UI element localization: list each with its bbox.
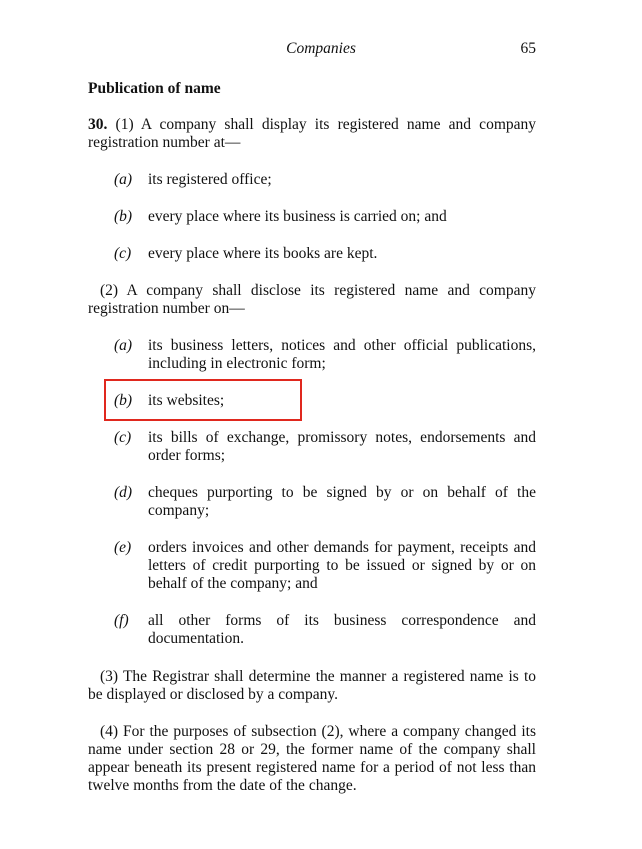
highlight-box [104,379,302,421]
item-text: its business letters, notices and other official publications, including in electronic form; [148,337,536,372]
subsection-2-item-c [114,429,536,465]
subsection-1-intro [88,116,536,152]
subsection-4-text: (4) For the purposes of subsection (2), where a company changed its name under section 28 or 29, the former name of the company shall appear beneath its present registered name for a period of not less than twelve months from the date of the change. [88,723,536,794]
subsection-2-item-d [114,484,536,520]
item-text: its bills of exchange, promissory notes, endorsements and order forms; [148,429,536,464]
subsection-2-item-f [114,612,536,648]
subsection-1-item-b [114,208,536,226]
subsection-2-item-a [114,337,536,373]
item-label: (f) [114,612,129,629]
item-text: every place where its books are kept. [148,245,378,262]
subsection-3 [88,668,536,704]
item-text: its registered office; [148,171,272,188]
item-label: (e) [114,539,132,556]
item-text: every place where its business is carried on; and [148,208,447,225]
item-label: (a) [114,337,133,354]
item-text: all other forms of its business correspondence and documentation. [148,612,536,647]
item-label: (c) [114,245,132,262]
item-text: its websites; [148,392,225,409]
subsection-3-text: (3) The Registrar shall determine the manner a registered name is to be displayed or disclosed by a company. [88,668,536,703]
subsection-4 [88,723,536,795]
item-label: (d) [114,484,133,501]
item-label: (c) [114,429,132,446]
subsection-2-item-e [114,539,536,593]
item-label: (b) [114,392,133,409]
item-label: (a) [114,171,133,188]
running-header-title: Companies [286,40,356,57]
subsection-1-item-a [114,171,536,189]
item-text: cheques purporting to be signed by or on behalf of the company; [148,484,536,519]
subsection-1-text: (1) A company shall display its registered name and company registration number at— [88,116,536,151]
page-number: 65 [520,40,536,57]
subsection-2-text: (2) A company shall disclose its registered name and company registration number on— [88,282,536,317]
section-number: 30. [88,116,108,133]
subsection-1-item-c [114,245,536,263]
subsection-2-intro [88,282,536,318]
item-text: orders invoices and other demands for payment, receipts and letters of credit purporting to be issued or signed by or on behalf of the company; and [148,539,536,592]
item-label: (b) [114,208,133,225]
section-heading: Publication of name [88,80,221,97]
